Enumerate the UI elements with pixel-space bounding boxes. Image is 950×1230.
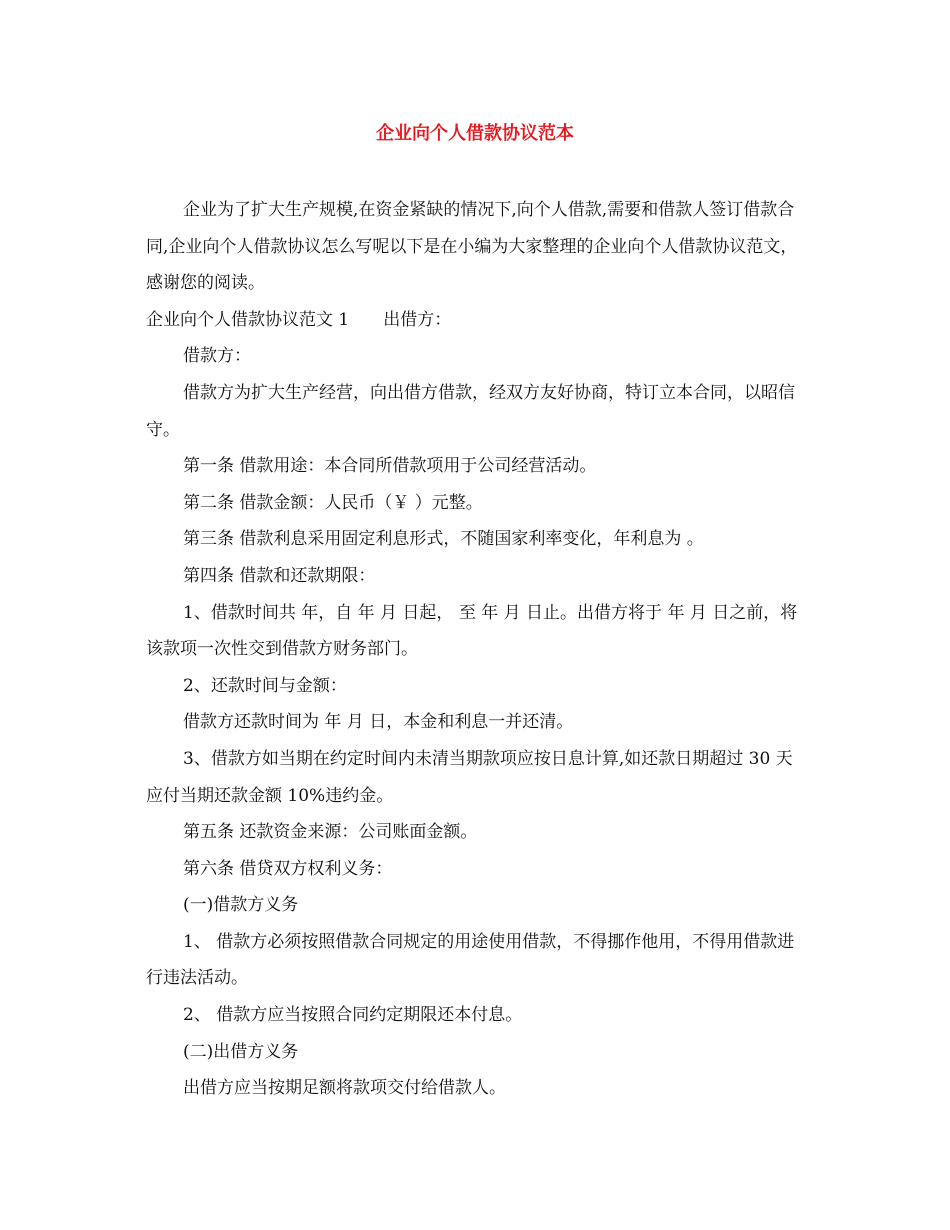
article-6-subsection-1-item-1: 1、 借款方必须按照借款合同规定的用途使用借款，不得挪作他用，不得用借款进行违法活动。 xyxy=(146,931,795,989)
article-6-subsection-1: (一)借款方义务 xyxy=(183,895,299,916)
article-5: 第五条 还款资金来源：公司账面金额。 xyxy=(183,822,478,843)
intro-paragraph: 企业为了扩大生产规模,在资金紧缺的情况下,向个人借款,需要和借款人签订借款合同,企业向个人借款协议怎么写呢以下是在小编为大家整理的企业向个人借款协议范文，感谢您的阅读。 xyxy=(146,200,798,294)
article-4-item-1: 1、借款时间共 年，自 年 月 日起， 至 年 月 日止。出借方将于 年 月 日之前，将该款项一次性交到借款方财务部门。 xyxy=(146,602,798,660)
article-4-item-2: 2、还款时间与金额： xyxy=(183,675,347,696)
article-1: 第一条 借款用途：本合同所借款项用于公司经营活动。 xyxy=(183,456,597,477)
article-4: 第四条 借款和还款期限： xyxy=(183,565,376,586)
article-6-subsection-2: (二)出借方义务 xyxy=(183,1041,299,1062)
article-6-subsection-1-item-2: 2、 借款方应当按照合同约定期限还本付息。 xyxy=(183,1005,523,1026)
preamble-paragraph: 借款方为扩大生产经营，向出借方借款，经双方友好协商，特订立本合同，以昭信守。 xyxy=(146,382,795,440)
borrower-label: 借款方： xyxy=(183,346,251,367)
document-title: 企业向个人借款协议范本 xyxy=(376,123,574,144)
sample-heading-line xyxy=(146,302,806,339)
document-body xyxy=(146,192,806,1107)
article-4-item-2-detail: 借款方还款时间为 年 月 日，本金和利息一并还清。 xyxy=(183,712,574,733)
lender-label: 出借方： xyxy=(383,309,452,330)
article-6-subsection-2-detail: 出借方应当按期足额将款项交付给借款人。 xyxy=(183,1078,506,1099)
article-6: 第六条 借贷双方权利义务： xyxy=(183,858,393,879)
sample-heading: 企业向个人借款协议范文 1 xyxy=(146,309,350,330)
article-3: 第三条 借款利息采用固定利息形式，不随国家利率变化，年利息为 。 xyxy=(183,529,704,550)
article-4-item-3: 3、借款方如当期在约定时间内未清当期款项应按日息计算,如还款日期超过 30 天应付当期还款金额 10%违约金。 xyxy=(146,748,793,806)
article-2: 第二条 借款金额：人民币（￥ ）元整。 xyxy=(183,492,483,513)
